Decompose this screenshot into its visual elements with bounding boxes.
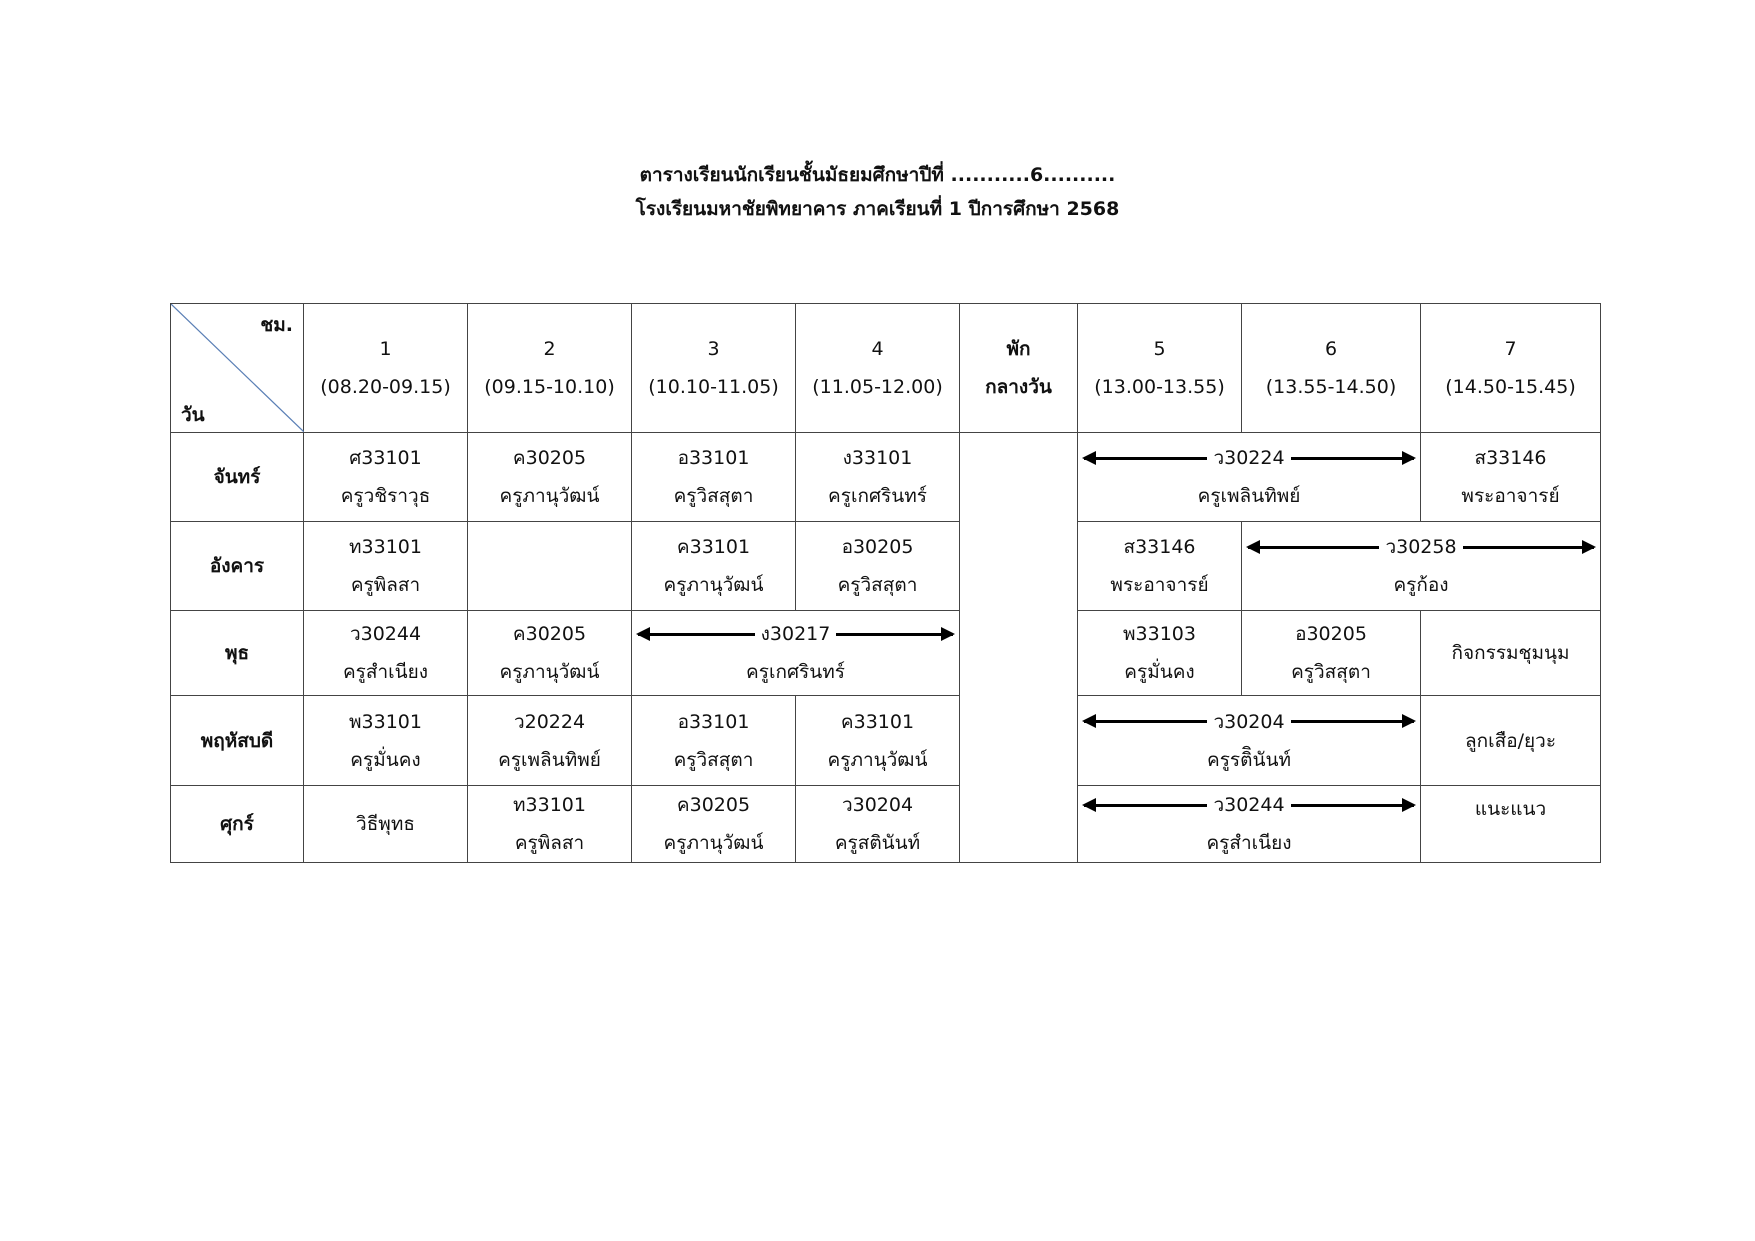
corner-cell: [171, 304, 304, 433]
school-semester-title: โรงเรียนมหาชัยพิทยาคาร ภาคเรียนที่ 1 ปีการศึกษา 2568: [635, 198, 1120, 220]
cell-mon-p3: อ33101 ครูวิสสุตา: [632, 433, 796, 522]
period-header-7: 7 (14.50-15.45): [1421, 304, 1601, 433]
day-monday: จันทร์: [171, 433, 304, 522]
day-tuesday: อังคาร: [171, 522, 304, 611]
period-header-4: 4 (11.05-12.00): [796, 304, 960, 433]
cell-thu-p2: ว20224 ครูเพลินทิพย์: [468, 696, 632, 786]
period-header-2: 2 (09.15-10.10): [468, 304, 632, 433]
cell-thu-p3: อ33101 ครูวิสสุตา: [632, 696, 796, 786]
row-friday: [171, 786, 1601, 863]
break-wed: [960, 611, 1078, 696]
cell-tue-p3: ค33101 ครูภานุวัฒน์: [632, 522, 796, 611]
day-label: วัน: [181, 404, 205, 426]
cell-fri-p2: ท33101 ครูพิลสา: [468, 786, 632, 863]
break-thu: [960, 696, 1078, 786]
period-header-6: 6 (13.55-14.50): [1242, 304, 1421, 433]
day-wednesday: พุธ: [171, 611, 304, 696]
period-header-1: 1 (08.20-09.15): [304, 304, 468, 433]
left-arrow-icon: [1248, 546, 1379, 549]
break-fri: [960, 786, 1078, 863]
header-row: [171, 304, 1601, 433]
cell-thu-p1: พ33101 ครูมั่นคง: [304, 696, 468, 786]
day-friday: ศุกร์: [171, 786, 304, 863]
cell-wed-p7: กิจกรรมชุมนุม: [1421, 611, 1601, 696]
cell-fri-p3: ค30205 ครูภานุวัฒน์: [632, 786, 796, 863]
cell-mon-p4: ง33101 ครูเกศรินทร์: [796, 433, 960, 522]
cell-wed-p3-4: ง30217 ครูเกศรินทร์: [632, 611, 960, 696]
left-arrow-icon: [638, 633, 755, 636]
cell-wed-p6: อ30205 ครูวิสสุตา: [1242, 611, 1421, 696]
cell-tue-p4: อ30205 ครูวิสสุตา: [796, 522, 960, 611]
cell-tue-p2: [468, 522, 632, 611]
cell-wed-p5: พ33103 ครูมั่นคง: [1078, 611, 1242, 696]
cell-fri-p4: ว30204 ครูสตินันท์: [796, 786, 960, 863]
left-arrow-icon: [1084, 804, 1207, 807]
cell-thu-p7: ลูกเสือ/ยุวะ: [1421, 696, 1601, 786]
cell-fri-p7: แนะแนว: [1421, 786, 1601, 863]
cell-tue-p5: ส33146 พระอาจารย์: [1078, 522, 1242, 611]
cell-fri-p5-6: ว30244 ครูสำเนียง: [1078, 786, 1421, 863]
break-tue: [960, 522, 1078, 611]
row-wednesday: [171, 611, 1601, 696]
break-mon: [960, 433, 1078, 522]
cell-mon-p5-6: ว30224 ครูเพลินทิพย์: [1078, 433, 1421, 522]
period-header-3: 3 (10.10-11.05): [632, 304, 796, 433]
cell-wed-p2: ค30205 ครูภานุวัฒน์: [468, 611, 632, 696]
cell-mon-p2: ค30205 ครูภานุวัฒน์: [468, 433, 632, 522]
right-arrow-icon: [836, 633, 953, 636]
timetable: [170, 303, 1601, 863]
cell-thu-p4: ค33101 ครูภานุวัฒน์: [796, 696, 960, 786]
cell-mon-p1: ศ33101 ครูวชิราวุธ: [304, 433, 468, 522]
cell-wed-p1: ว30244 ครูสำเนียง: [304, 611, 468, 696]
schedule-title: ตารางเรียนนักเรียนชั้นมัธยมศึกษาปีที่ ...........6..........: [639, 164, 1116, 186]
right-arrow-icon: [1463, 546, 1594, 549]
cell-fri-p1: วิธีพุทธ: [304, 786, 468, 863]
period-header-5: 5 (13.00-13.55): [1078, 304, 1242, 433]
cell-mon-p7: ส33146 พระอาจารย์: [1421, 433, 1601, 522]
right-arrow-icon: [1291, 804, 1414, 807]
hour-label: ชม.: [260, 314, 293, 336]
cell-thu-p5-6: ว30204 ครูรติินันท์: [1078, 696, 1421, 786]
cell-tue-p6-7: ว30258 ครูก้อง: [1242, 522, 1601, 611]
left-arrow-icon: [1084, 720, 1207, 723]
right-arrow-icon: [1291, 457, 1414, 460]
row-tuesday: [171, 522, 1601, 611]
lunch-break-header: พัก กลางวัน: [960, 304, 1078, 433]
left-arrow-icon: [1084, 457, 1207, 460]
day-thursday: พฤหัสบดี: [171, 696, 304, 786]
row-monday: [171, 433, 1601, 522]
row-thursday: [171, 696, 1601, 786]
right-arrow-icon: [1291, 720, 1414, 723]
cell-tue-p1: ท33101 ครูพิลสา: [304, 522, 468, 611]
